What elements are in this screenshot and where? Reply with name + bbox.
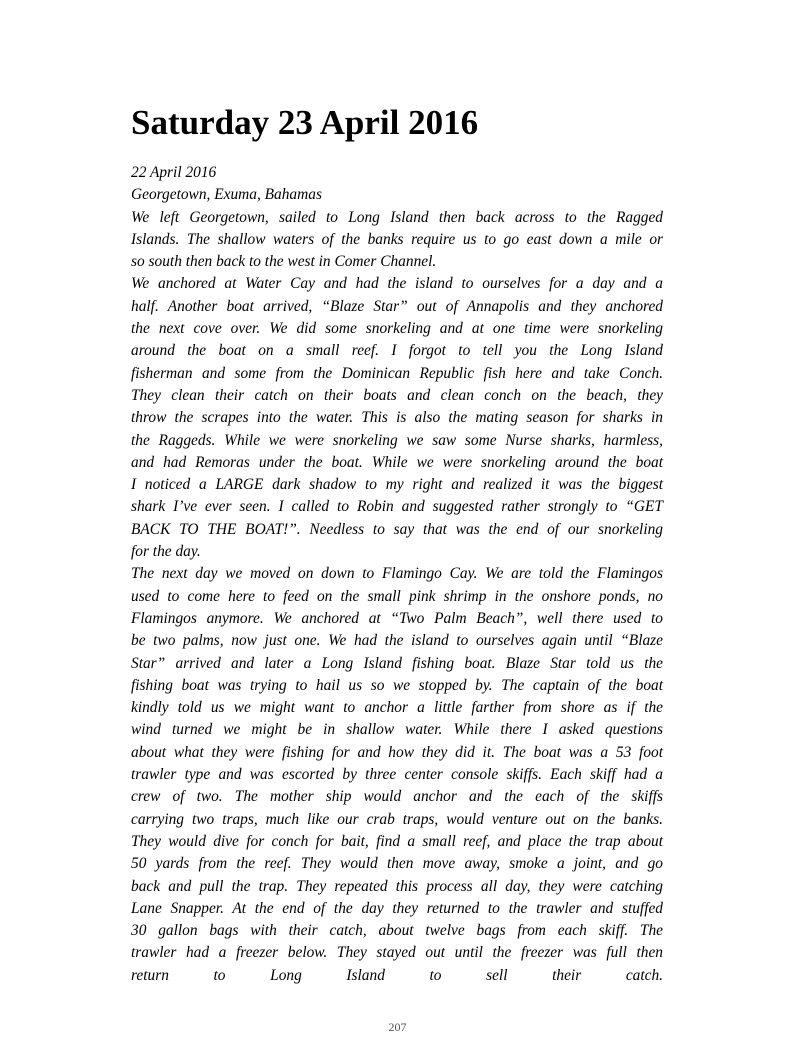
text-line: so south then back to the west in Comer Channel. — [131, 253, 437, 271]
text-line: kindly told us we might want to anchor a little farther from shore as if the — [131, 699, 663, 717]
text-line: 30 gallon bags with their catch, about twelve bags from each skiff. The — [131, 922, 663, 940]
page-title: Saturday 23 April 2016 — [131, 103, 479, 142]
text-line: Islands. The shallow waters of the banks require us to go east down a mile or — [131, 230, 663, 248]
text-line: BACK TO THE BOAT!”. Needless to say that was the end of our snorkeling — [131, 520, 663, 538]
text-line: back and pull the trap. They repeated this process all day, they were catching — [131, 877, 663, 895]
text-line: trawler type and was escorted by three center console skiffs. Each skiff had a — [131, 766, 663, 784]
text-line: return to Long Island to sell their catch. — [131, 966, 663, 984]
text-line: half. Another boat arrived, “Blaze Star” out of Annapolis and they anchored — [131, 297, 663, 315]
text-line: They clean their catch on their boats and clean conch on the beach, they — [131, 386, 663, 404]
text-line: We left Georgetown, sailed to Long Island then back across to the Ragged — [131, 208, 663, 226]
text-line: around the boat on a small reef. I forgot to tell you the Long Island — [131, 342, 663, 360]
text-line: I noticed a LARGE dark shadow to my right and realized it was the biggest — [131, 476, 663, 494]
entry-date-line: 22 April 2016 — [131, 164, 217, 181]
journal-entry-text — [131, 162, 663, 987]
text-line: The next day we moved on down to Flamingo Cay. We are told the Flamingos — [131, 565, 663, 583]
text-line: the next cove over. We did some snorkeling and at one time were snorkeling — [131, 320, 663, 338]
text-line: They would dive for conch for bait, find a small reef, and place the trap about — [131, 832, 663, 850]
text-line: crew of two. The mother ship would anchor and the each of the skiffs — [131, 788, 663, 806]
text-line: carrying two traps, much like our crab traps, would venture out on the banks. — [131, 810, 663, 828]
text-line: 50 yards from the reef. They would then move away, smoke a joint, and go — [131, 855, 663, 873]
text-line: and had Remoras under the boat. While we were snorkeling around the boat — [131, 453, 663, 471]
text-line: Flamingos anymore. We anchored at “Two Palm Beach”, well there used to — [131, 609, 663, 627]
entry-location-line: Georgetown, Exuma, Bahamas — [131, 186, 322, 204]
text-line: fishing boat was trying to hail us so we stopped by. The captain of the boat — [131, 676, 663, 694]
text-line: shark I’ve ever seen. I called to Robin and suggested rather strongly to “GET — [131, 498, 663, 516]
text-line: We anchored at Water Cay and had the island to ourselves for a day and a — [131, 275, 663, 293]
page-number: 207 — [388, 1020, 407, 1034]
text-line: used to come here to feed on the small pink shrimp in the onshore ponds, no — [131, 587, 663, 605]
text-line: wind turned we might be in shallow water. While there I asked questions — [131, 721, 663, 739]
text-line: about what they were fishing for and how they did it. The boat was a 53 foot — [131, 743, 663, 761]
text-line: throw the scrapes into the water. This is also the mating season for sharks in — [131, 409, 663, 427]
text-line: the Raggeds. While we were snorkeling we saw some Nurse sharks, harmless, — [131, 431, 663, 449]
text-line: fisherman and some from the Dominican Republic fish here and take Conch. — [131, 364, 663, 382]
text-line: Star” arrived and later a Long Island fishing boat. Blaze Star told us the — [131, 654, 663, 672]
text-line: be two palms, now just one. We had the island to ourselves again until “Blaze — [131, 632, 663, 650]
text-line: for the day. — [131, 543, 201, 561]
text-line: Lane Snapper. At the end of the day they returned to the trawler and stuffed — [131, 899, 663, 917]
text-line: trawler had a freezer below. They stayed out until the freezer was full then — [131, 944, 663, 962]
